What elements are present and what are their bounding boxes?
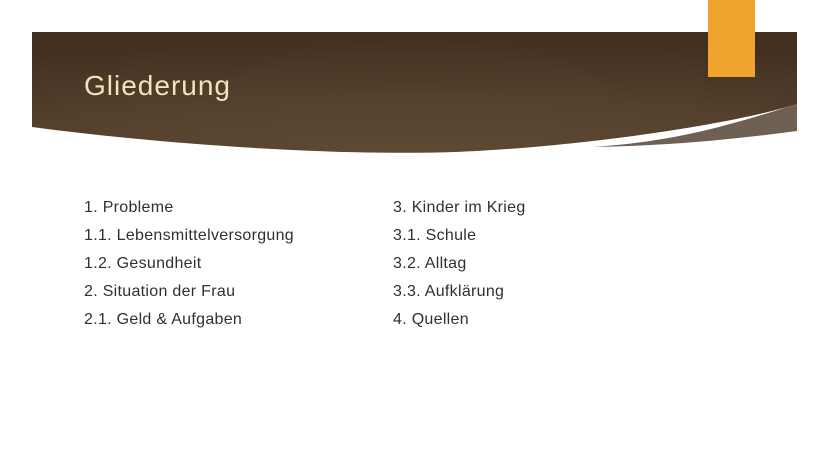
- outline-item: 3.2. Alltag: [393, 255, 467, 272]
- slide-title: Gliederung: [84, 70, 231, 101]
- outline-list: [84, 194, 693, 334]
- outline-item: 3.3. Aufklärung: [393, 283, 505, 300]
- outline-item: 1.2. Gesundheit: [84, 255, 202, 272]
- outline-item: 3.1. Schule: [393, 227, 477, 244]
- outline-item: 1. Probleme: [84, 199, 174, 216]
- outline-item: 4. Quellen: [393, 311, 469, 328]
- outline-item: 1.1. Lebensmittelversorgung: [84, 227, 294, 244]
- accent-rectangle: [708, 0, 755, 77]
- outline-item: 3. Kinder im Krieg: [393, 199, 526, 216]
- outline-left-column: [84, 194, 393, 334]
- outline-item: 2. Situation der Frau: [84, 283, 236, 300]
- outline-item: 2.1. Geld & Aufgaben: [84, 311, 243, 328]
- outline-right-column: [393, 194, 693, 334]
